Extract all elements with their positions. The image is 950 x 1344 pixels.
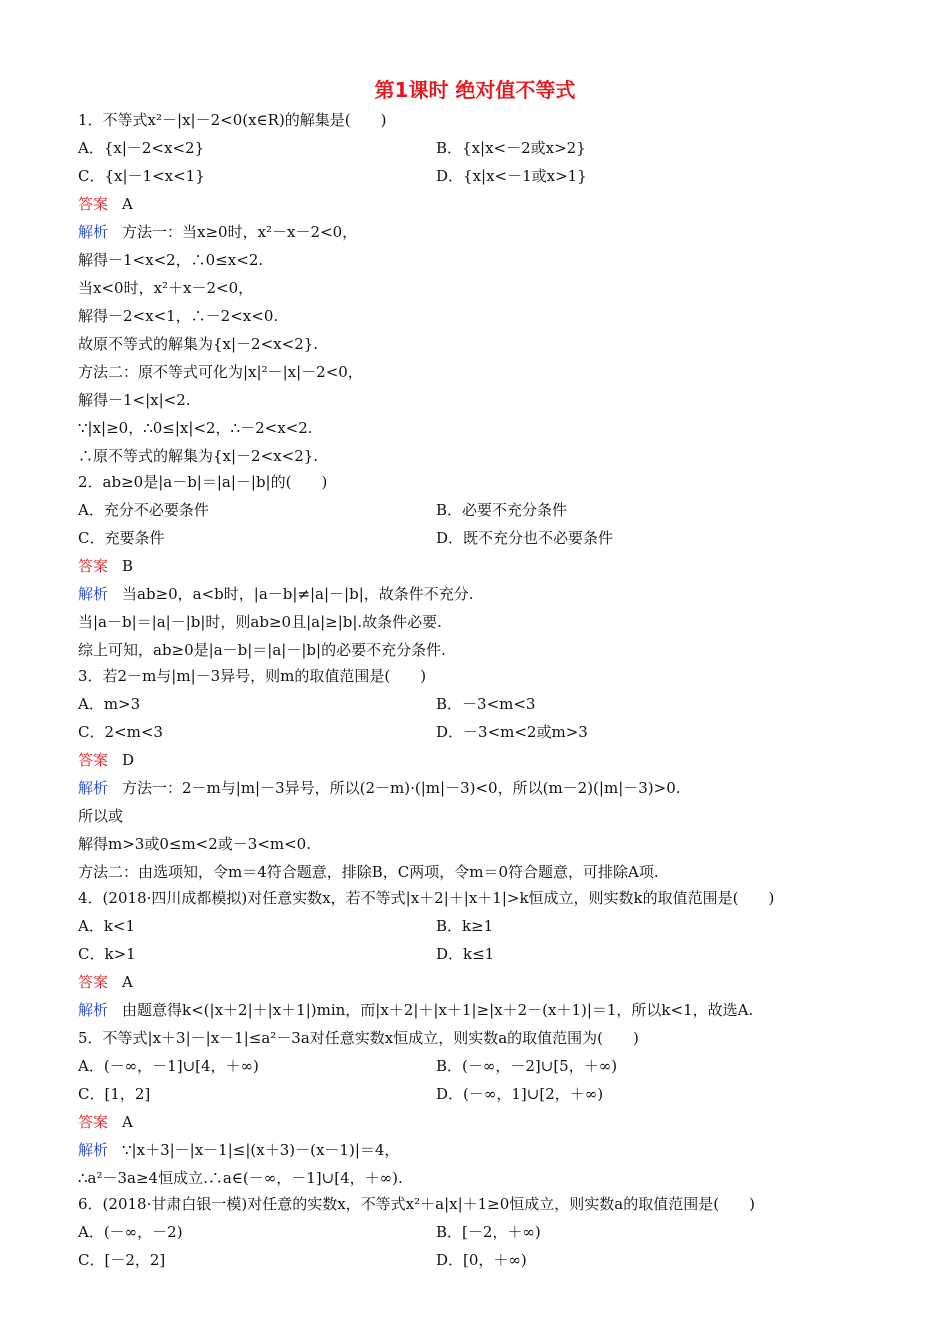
option-left: A．{x|－2<x<2} bbox=[78, 139, 205, 157]
explanation-label: 解析 bbox=[78, 1141, 109, 1159]
explanation-line bbox=[78, 584, 474, 604]
option-right: D．[0，＋∞) bbox=[436, 1251, 527, 1269]
explanation-line bbox=[78, 222, 357, 242]
answer-label: 答案 bbox=[78, 557, 109, 575]
text-line: 解得－2<x<1，∴－2<x<0. bbox=[78, 307, 279, 325]
option-right: B．[－2，＋∞) bbox=[436, 1223, 541, 1241]
text-line: 解得m>3或0≤m<2或－3<m<0. bbox=[78, 835, 311, 853]
option-right: D．－3<m<2或m>3 bbox=[436, 723, 588, 741]
option-right: D．{x|x<－1或x>1} bbox=[436, 167, 587, 185]
option-right: B．(－∞，－2]∪[5，＋∞) bbox=[436, 1057, 618, 1075]
explanation-text: 由题意得k<(|x＋2|＋|x＋1|)min，而|x＋2|＋|x＋1|≥|x＋2－(x＋1)|＝1，所以k<1，故选A. bbox=[122, 1001, 754, 1019]
option-left: C．2<m<3 bbox=[78, 723, 163, 741]
answer-line bbox=[78, 556, 133, 576]
explanation-line bbox=[78, 1000, 753, 1020]
option-right: B．－3<m<3 bbox=[436, 695, 536, 713]
answer-value: A bbox=[122, 195, 133, 213]
option-right: D．k≤1 bbox=[436, 945, 495, 963]
answer-value: A bbox=[122, 1113, 133, 1131]
answer-value: D bbox=[122, 751, 135, 769]
option-right: B．必要不充分条件 bbox=[436, 501, 568, 519]
option-left: C．充要条件 bbox=[78, 529, 165, 547]
explanation-line bbox=[78, 1140, 399, 1160]
text-line: 解得－1<x<2，∴0≤x<2. bbox=[78, 251, 264, 269]
option-right: D．既不充分也不必要条件 bbox=[436, 529, 614, 547]
option-left: A．k<1 bbox=[78, 917, 136, 935]
answer-label: 答案 bbox=[78, 1113, 109, 1131]
explanation-text: 当ab≥0，a<b时，|a－b|≠|a|－|b|，故条件不充分. bbox=[122, 585, 474, 603]
text-line: ∴a²－3a≥4恒成立.∴a∈(－∞，－1]∪[4，＋∞). bbox=[78, 1169, 403, 1187]
text-line: 方法二：由选项知，令m＝4符合题意，排除B，C两项，令m＝0符合题意，可排除A项. bbox=[78, 863, 659, 881]
text-line: 故原不等式的解集为{x|－2<x<2}. bbox=[78, 335, 319, 353]
explanation-label: 解析 bbox=[78, 1001, 109, 1019]
text-line: 3．若2－m与|m|－3异号，则m的取值范围是( ) bbox=[78, 667, 427, 685]
explanation-text: 方法一：2－m与|m|－3异号，所以(2－m)·(|m|－3)<0，所以(m－2)(|m|－3)>0. bbox=[122, 779, 681, 797]
answer-label: 答案 bbox=[78, 195, 109, 213]
page-title: 第1课时 绝对值不等式 bbox=[374, 78, 576, 102]
answer-label: 答案 bbox=[78, 751, 109, 769]
option-right: B．{x|x<－2或x>2} bbox=[436, 139, 586, 157]
explanation-text: 方法一：当x≥0时，x²－x－2<0， bbox=[122, 223, 358, 241]
text-line: ∵|x|≥0，∴0≤|x|<2，∴－2<x<2. bbox=[78, 419, 313, 437]
option-left: C．[1，2] bbox=[78, 1085, 151, 1103]
text-line: 所以或 bbox=[78, 807, 124, 825]
option-right: D．(－∞，1]∪[2，＋∞) bbox=[436, 1085, 604, 1103]
answer-line bbox=[78, 1112, 133, 1132]
text-line: 当x<0时，x²＋x－2<0， bbox=[78, 279, 254, 297]
answer-label: 答案 bbox=[78, 973, 109, 991]
option-left: C．[－2，2] bbox=[78, 1251, 166, 1269]
text-line: 解得－1<|x|<2. bbox=[78, 391, 191, 409]
option-left: C．{x|－1<x<1} bbox=[78, 167, 205, 185]
option-left: C．k>1 bbox=[78, 945, 136, 963]
answer-value: B bbox=[122, 557, 134, 575]
text-line: 2．ab≥0是|a－b|＝|a|－|b|的( ) bbox=[78, 473, 328, 491]
explanation-text: ∵|x＋3|－|x－1|≤|(x＋3)－(x－1)|＝4， bbox=[122, 1141, 400, 1159]
text-line: 当|a－b|＝|a|－|b|时，则ab≥0且|a|≥|b|.故条件必要. bbox=[78, 613, 442, 631]
option-left: A．m>3 bbox=[78, 695, 141, 713]
text-line: 方法二：原不等式可化为|x|²－|x|－2<0， bbox=[78, 363, 363, 381]
text-line: ∴原不等式的解集为{x|－2<x<2}. bbox=[78, 447, 319, 465]
text-line: 1．不等式x²－|x|－2<0(x∈R)的解集是( ) bbox=[78, 111, 387, 129]
option-left: A．(－∞，－1]∪[4，＋∞) bbox=[78, 1057, 259, 1075]
text-line: 5．不等式|x＋3|－|x－1|≤a²－3a对任意实数x恒成立，则实数a的取值范围为( ) bbox=[78, 1029, 639, 1047]
explanation-line bbox=[78, 778, 681, 798]
text-line: 6．(2018·甘肃白银一模)对任意的实数x，不等式x²＋a|x|＋1≥0恒成立，则实数a的取值范围是( ) bbox=[78, 1195, 755, 1213]
option-right: B．k≥1 bbox=[436, 917, 494, 935]
answer-line bbox=[78, 972, 133, 992]
explanation-label: 解析 bbox=[78, 779, 109, 797]
text-line: 4．(2018·四川成都模拟)对任意实数x，若不等式|x＋2|＋|x＋1|>k恒成立，则实数k的取值范围是( ) bbox=[78, 889, 775, 907]
answer-line bbox=[78, 750, 134, 770]
explanation-label: 解析 bbox=[78, 223, 109, 241]
answer-value: A bbox=[122, 973, 133, 991]
answer-line bbox=[78, 194, 133, 214]
option-left: A．充分不必要条件 bbox=[78, 501, 209, 519]
explanation-label: 解析 bbox=[78, 585, 109, 603]
option-left: A．(－∞，－2) bbox=[78, 1223, 183, 1241]
text-line: 综上可知，ab≥0是|a－b|＝|a|－|b|的必要不充分条件. bbox=[78, 641, 446, 659]
